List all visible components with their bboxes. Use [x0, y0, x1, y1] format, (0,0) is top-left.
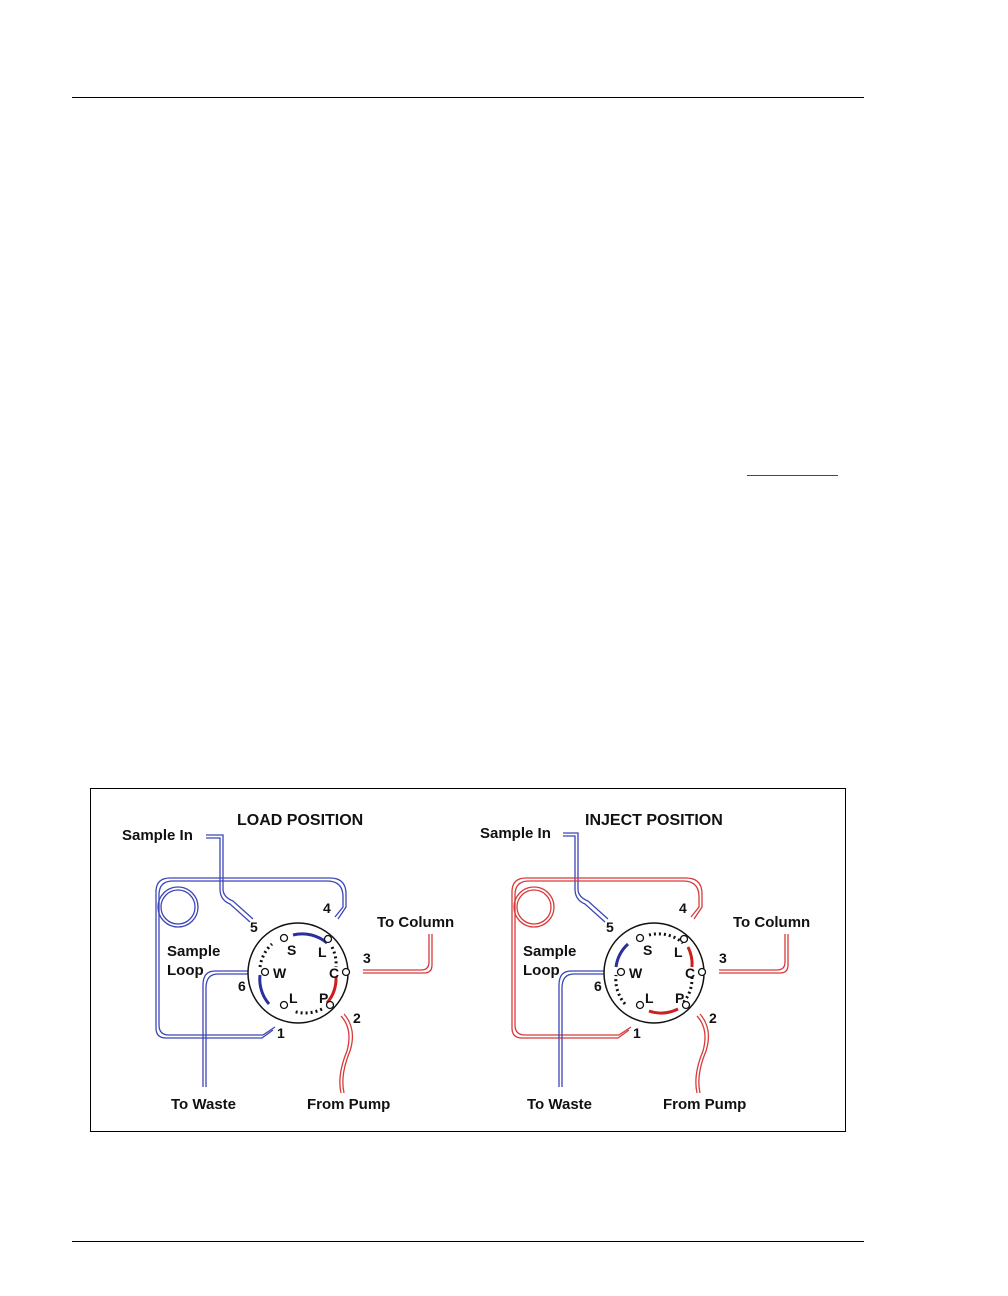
- load-inner-l-top: L: [318, 944, 327, 960]
- inject-from-pump-line: [696, 1014, 709, 1093]
- inject-to-waste-label: To Waste: [527, 1096, 593, 1113]
- load-port-2: 2: [353, 1010, 361, 1026]
- inject-from-pump-label: From Pump: [663, 1096, 747, 1113]
- inject-sample-loop-label-1: Sample: [523, 943, 577, 960]
- inject-port-6: 6: [594, 978, 602, 994]
- load-to-column-label: To Column: [377, 914, 455, 931]
- load-to-column-line: [363, 934, 432, 973]
- valve-diagram-svg: [91, 789, 847, 1133]
- load-from-pump-label: From Pump: [307, 1096, 391, 1113]
- valve-diagram-figure: [90, 788, 846, 1132]
- inject-sample-loop-label-2: Loop: [523, 962, 560, 979]
- load-port-6: 6: [238, 978, 246, 994]
- load-inner-s: S: [287, 942, 297, 958]
- inject-to-column-label: To Column: [733, 914, 811, 931]
- inject-title: INJECT POSITION: [585, 812, 723, 829]
- inject-port-5: 5: [606, 919, 614, 935]
- load-inner-w: W: [273, 965, 287, 981]
- inject-inner-s: S: [643, 942, 653, 958]
- inject-to-column-line: [719, 934, 788, 973]
- load-port-3: 3: [363, 950, 371, 966]
- hyperlink-underline[interactable]: [747, 475, 838, 476]
- inject-port-3: 3: [719, 950, 727, 966]
- load-sample-loop-label-1: Sample: [167, 943, 221, 960]
- inject-inner-w: W: [629, 965, 643, 981]
- load-inner-c: C: [329, 965, 340, 981]
- inject-inner-l-top: L: [674, 944, 683, 960]
- load-to-waste-label: To Waste: [171, 1096, 237, 1113]
- load-title: LOAD POSITION: [237, 812, 364, 829]
- load-port-1: 1: [277, 1025, 285, 1041]
- inject-port-4: 4: [679, 900, 687, 916]
- inject-inner-l-bottom: L: [645, 990, 654, 1006]
- load-port-5: 5: [250, 919, 258, 935]
- load-from-pump-line: [340, 1014, 353, 1093]
- load-sample-loop-label-2: Loop: [167, 962, 204, 979]
- footer-rule: [72, 1241, 864, 1242]
- inject-inner-p: P: [675, 990, 685, 1006]
- inject-position-diagram: [480, 812, 810, 1113]
- load-port-4: 4: [323, 900, 331, 916]
- inject-inner-c: C: [685, 965, 696, 981]
- inject-port-1: 1: [633, 1025, 641, 1041]
- inject-sample-in-label: Sample In: [480, 825, 551, 842]
- load-sample-in-label: Sample In: [122, 827, 193, 844]
- load-position-diagram: [122, 812, 454, 1113]
- load-inner-l-bottom: L: [289, 990, 298, 1006]
- load-inner-p: P: [319, 990, 329, 1006]
- header-rule: [72, 97, 864, 98]
- inject-port-2: 2: [709, 1010, 717, 1026]
